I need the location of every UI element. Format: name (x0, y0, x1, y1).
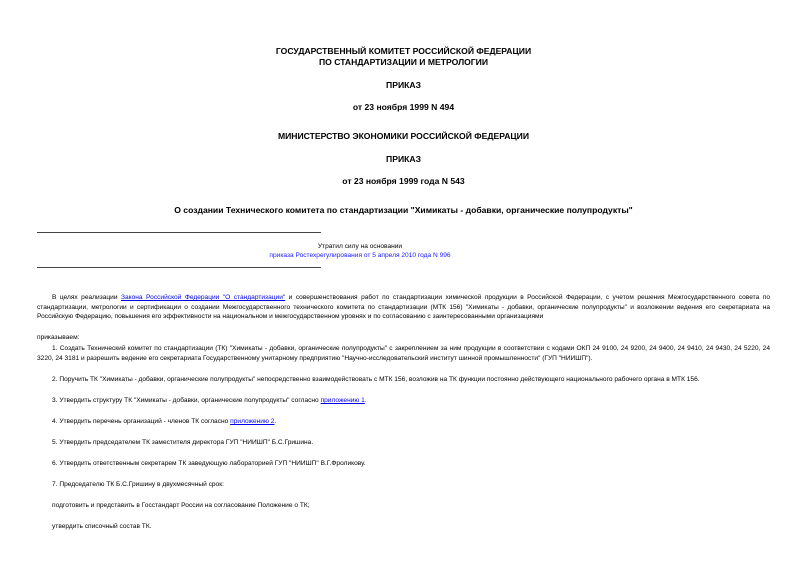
order-date-2: от 23 ноября 1999 года N 543 (342, 176, 465, 186)
preamble-paragraph: В целях реализации Закона Российской Федерации "О стандартизации" и совершенствования работ по стандартизации химической продукции в Российской Федерации, с учетом решения Межгосударственного совета по стандартизации, метрологии и сертификации о создании Межгосударственного технического комитета по стандартизации (МТК 156) "Химикаты - добавки, органические полупродукты" и возложении ведения его секретариата на Российскую Федерацию, повышения его эффективности на национальном и межгосударственном уровнях и по согласованию с заинтересованными организациями (37, 294, 770, 320)
prikazyvaem-text: приказываем: (37, 334, 80, 341)
item-4: 4. Утвердить перечень организаций - членов ТК согласно приложению 2. (52, 418, 277, 425)
order-heading-1: ПРИКАЗ (386, 80, 421, 90)
repeal-order-link[interactable]: приказа Ростехрегулирования от 5 апреля 2010 года N 996 (269, 252, 451, 259)
appendix-2-link[interactable]: приложению 2 (230, 418, 275, 425)
item-2: 2. Поручить ТК "Химикаты - добавки, органические полупродукты" непосредственно взаимодействовать с МТК 156, возложив на ТК функции постоянно действующего национального рабочего органа в МТК 156. (52, 376, 700, 383)
standardization-law-link[interactable]: Закона Российской Федерации "О стандартизации" (121, 294, 286, 301)
header-line-2: ПО СТАНДАРТИЗАЦИИ И МЕТРОЛОГИИ (318, 57, 489, 67)
order-heading-2: ПРИКАЗ (386, 154, 421, 164)
item-7: 7. Председателю ТК Б.С.Гришину в двухмесячный срок: (52, 481, 224, 488)
item-3: 3. Утвердить структуру ТК "Химикаты - добавки, органические полупродукты" согласно приложению 1. (52, 397, 367, 404)
repeal-note-text: Утратил силу на основании (317, 243, 403, 250)
item-7-subitem-1: подготовить и представить в Госстандарт России на согласование Положение о ТК; (52, 502, 310, 509)
item-5: 5. Утвердить председателем ТК заместителя директора ГУП "НИИШП" Б.С.Гришина. (52, 439, 314, 446)
ministry-heading: МИНИСТЕРСТВО ЭКОНОМИКИ РОССИЙСКОЙ ФЕДЕРАЦИИ (277, 131, 530, 141)
divider-bottom (37, 267, 321, 268)
appendix-1-link[interactable]: приложению 1 (320, 397, 365, 404)
divider-top (37, 232, 321, 233)
order-date-1: от 23 ноября 1999 N 494 (352, 102, 455, 112)
item-7-subitem-2: утвердить списочный состав ТК. (52, 523, 152, 530)
item-1: 1. Создать Технический комитет по стандартизации (ТК) "Химикаты - добавки, органические полупродукты" с закреплением за ним продукции в соответствии с кодами ОКП 24 9100, 24 9200, 24 9400, 24 9410, 24 9430, 24 5220, 24 3220, 24 3181 и разрешить ведение его секретариата Государственному унитарному предприятию "Научно-исследовательский институт шинной промышленности" (ГУП "НИИШП"). (37, 345, 770, 362)
repeal-note (220, 242, 500, 260)
document-title: О создании Технического комитета по стандартизации "Химикаты - добавки, органические полупродукты" (174, 205, 633, 215)
item-6: 6. Утвердить ответственным секретарем ТК заведующую лабораторией ГУП "НИИШП" В.Г.Фроликову. (52, 460, 366, 467)
header-line-1: ГОСУДАРСТВЕННЫЙ КОМИТЕТ РОССИЙСКОЙ ФЕДЕРАЦИИ (275, 46, 532, 56)
